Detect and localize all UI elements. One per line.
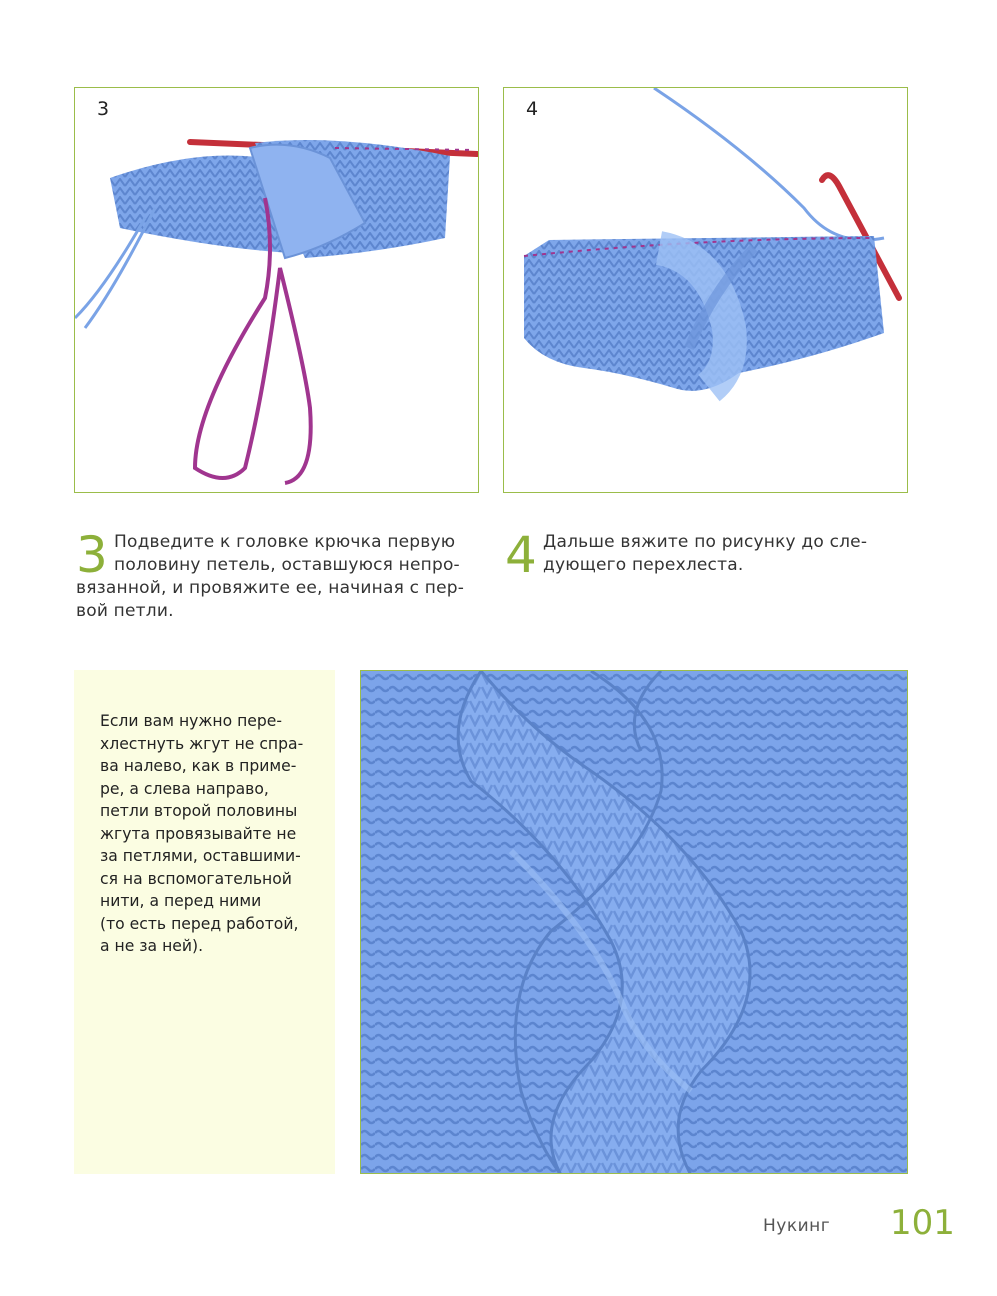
step-3-text bbox=[76, 526, 480, 623]
tip-line: хлестнуть жгут не спра- bbox=[100, 734, 304, 753]
step-3-line-1: Подведите к головке крючка первую bbox=[114, 532, 456, 552]
tip-line: нити, а перед ними bbox=[100, 892, 262, 910]
tip-line: Если вам нужно пере- bbox=[100, 712, 283, 730]
step-4-photo-number: 4 bbox=[526, 98, 539, 120]
tip-box bbox=[74, 670, 335, 1174]
step-3-line-4: вой петли. bbox=[76, 601, 174, 621]
tip-line: ся на вспомогательной bbox=[100, 869, 292, 888]
tip-line: за петлями, оставшими- bbox=[100, 847, 301, 865]
step-4-line-1: Дальше вяжите по рисунку до сле- bbox=[543, 532, 868, 552]
photo-step-3 bbox=[74, 87, 479, 493]
step-4-line-2: дующего перехлеста. bbox=[543, 555, 744, 575]
step-3-line-2: половину петель, оставшуюся непро- bbox=[114, 555, 460, 575]
tip-line: а не за ней). bbox=[100, 937, 204, 955]
tip-line: жгута провязывайте не bbox=[100, 824, 297, 843]
tip-line: (то есть перед работой, bbox=[100, 914, 299, 933]
tip-line: ва налево, как в приме- bbox=[100, 757, 297, 775]
page-number: 101 bbox=[890, 1203, 955, 1243]
step-3-photo-number: 3 bbox=[97, 98, 110, 120]
photo-step-4 bbox=[503, 87, 908, 493]
knitting-photo-step-3 bbox=[75, 88, 479, 493]
tip-line: петли второй половины bbox=[100, 802, 298, 820]
step-4-number: 4 bbox=[505, 526, 538, 584]
step-4-text bbox=[505, 526, 909, 584]
tip-line: ре, а слева направо, bbox=[100, 779, 269, 798]
tip-text bbox=[100, 710, 318, 958]
section-title: Нукинг bbox=[763, 1216, 831, 1236]
cable-closeup-photo bbox=[360, 670, 908, 1174]
knitting-photo-step-4 bbox=[504, 88, 908, 493]
cable-closeup-image bbox=[361, 671, 908, 1174]
step-3-line-3: вязанной, и провяжите ее, начиная с пер- bbox=[76, 578, 465, 598]
step-3-number: 3 bbox=[76, 526, 109, 584]
